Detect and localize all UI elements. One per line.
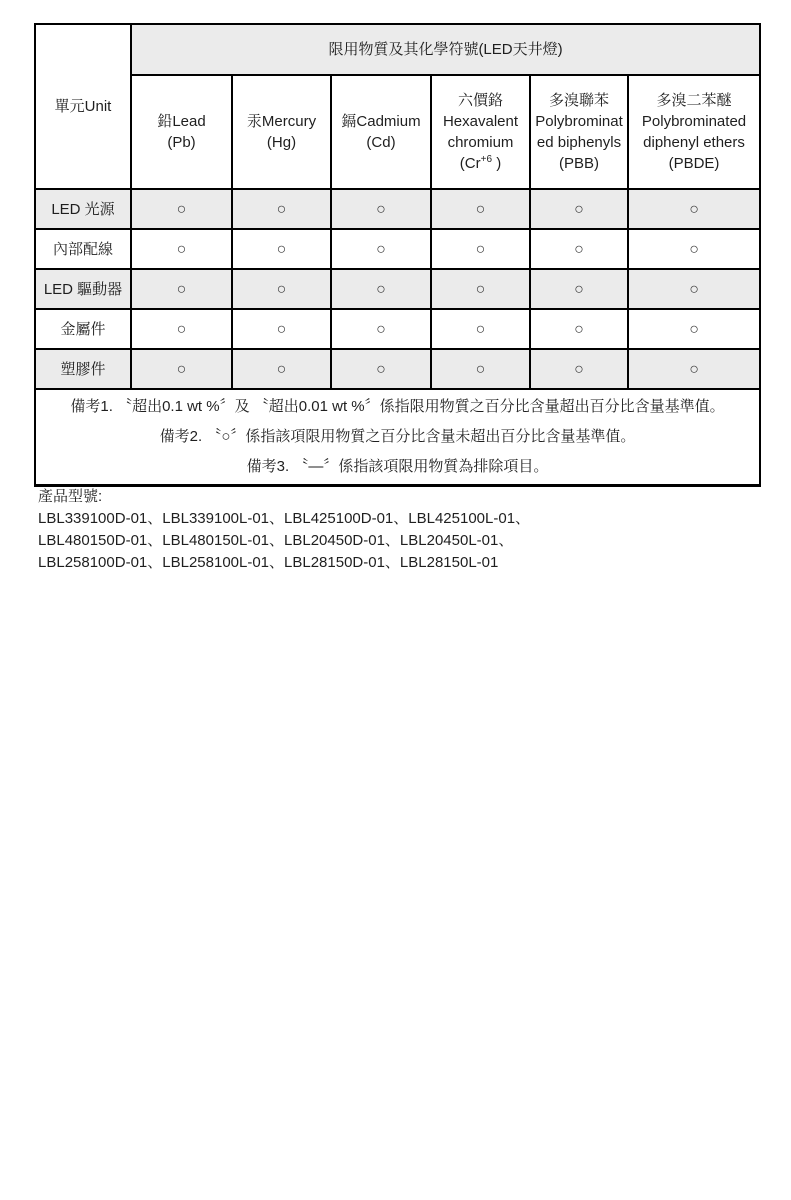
compliance-mark-cell: ○ (331, 269, 431, 309)
component-name-cell: 塑膠件 (35, 349, 131, 389)
compliance-mark-cell: ○ (131, 189, 232, 229)
substance-name-en: Hexavalent chromium (442, 113, 519, 151)
compliance-mark-cell: ○ (331, 349, 431, 389)
table-row-led-light-source (35, 189, 760, 229)
column-header-cadmium (331, 75, 431, 189)
component-name-cell: LED 光源 (35, 189, 131, 229)
compliance-mark-cell: ○ (431, 309, 530, 349)
compliance-mark-cell: ○ (232, 349, 331, 389)
compliance-mark-cell: ○ (628, 189, 760, 229)
compliance-mark-cell: ○ (331, 189, 431, 229)
substance-name: 汞Mercury (246, 113, 317, 130)
substance-name: 鉛Lead (157, 113, 206, 130)
compliance-mark-cell: ○ (530, 309, 628, 349)
column-header-hexavalent-chromium (431, 75, 530, 189)
component-name-cell: 內部配線 (35, 229, 131, 269)
substance-symbol: (Hg) (266, 134, 297, 151)
compliance-mark-cell: ○ (232, 189, 331, 229)
compliance-mark-cell: ○ (232, 309, 331, 349)
substance-symbol: (Cd) (366, 134, 396, 151)
table-notes-row (35, 389, 760, 486)
substance-name: 多溴聯苯 (548, 92, 609, 109)
product-models-section (38, 486, 530, 574)
column-header-pbde (628, 75, 760, 189)
compliance-mark-cell: ○ (431, 349, 530, 389)
compliance-mark-cell: ○ (232, 269, 331, 309)
compliance-mark-cell: ○ (232, 229, 331, 269)
note-3: 備考3. 〝—〞係指該項限用物質為排除項目。 (246, 458, 549, 475)
component-name-cell: LED 驅動器 (35, 269, 131, 309)
note-1: 備考1. 〝超出0.1 wt %〞及 〝超出0.01 wt %〞係指限用物質之百分比含量超出百分比含量基準值。 (70, 398, 725, 415)
restricted-substances-group-header: 限用物質及其化學符號(LED天井燈) (131, 24, 760, 75)
table-header-row-1 (35, 24, 760, 75)
compliance-mark-cell: ○ (530, 229, 628, 269)
compliance-mark-cell: ○ (628, 309, 760, 349)
compliance-mark-cell: ○ (331, 309, 431, 349)
compliance-mark-cell: ○ (628, 349, 760, 389)
compliance-mark-cell: ○ (530, 269, 628, 309)
substance-name: 鎘Cadmium (341, 113, 421, 130)
table-row-internal-wiring (35, 229, 760, 269)
substance-symbol: ($Cr^{+6}$ ) (459, 154, 502, 172)
compliance-mark-cell: ○ (431, 269, 530, 309)
compliance-mark-cell: ○ (530, 189, 628, 229)
product-models-line: LBL258100D-01、LBL258100L-01、LBL28150D-01、LBL28150L-01 (38, 554, 499, 571)
column-header-pbb (530, 75, 628, 189)
note-2: 備考2. 〝○〞係指該項限用物質之百分比含量未超出百分比含量基準值。 (159, 428, 636, 445)
substance-name: 多溴二苯醚 (656, 92, 732, 109)
compliance-mark-cell: ○ (131, 229, 232, 269)
compliance-mark-cell: ○ (131, 269, 232, 309)
substance-symbol: (PBB) (558, 155, 599, 172)
table-row-led-driver (35, 269, 760, 309)
compliance-mark-cell: ○ (530, 349, 628, 389)
substance-symbol: (PBDE) (668, 155, 720, 172)
product-models-line: LBL480150D-01、LBL480150L-01、LBL20450D-01、LBL20450L-01、 (38, 532, 514, 549)
table-row-plastic-parts (35, 349, 760, 389)
component-name-cell: 金屬件 (35, 309, 131, 349)
notes-cell (35, 389, 760, 486)
compliance-mark-cell: ○ (431, 189, 530, 229)
compliance-mark-cell: ○ (431, 229, 530, 269)
column-header-mercury (232, 75, 331, 189)
compliance-mark-cell: ○ (628, 229, 760, 269)
substance-symbol: (Pb) (167, 134, 196, 151)
compliance-mark-cell: ○ (628, 269, 760, 309)
substance-name-en: Polybrominated diphenyl ethers (641, 113, 747, 151)
compliance-mark-cell: ○ (131, 309, 232, 349)
table-header-row-2 (35, 75, 760, 189)
substance-name-en: Polybrominated biphenyls (535, 113, 623, 151)
product-models-line: LBL339100D-01、LBL339100L-01、LBL425100D-01、LBL425100L-01、 (38, 510, 531, 527)
compliance-mark-cell: ○ (131, 349, 232, 389)
compliance-mark-cell: ○ (331, 229, 431, 269)
table-row-metal-parts (35, 309, 760, 349)
substance-name: 六價鉻 (457, 92, 503, 109)
column-header-lead (131, 75, 232, 189)
restricted-substances-table (34, 23, 761, 487)
unit-header-cell: 單元Unit (35, 24, 131, 189)
product-models-label: 產品型號: (38, 488, 103, 505)
